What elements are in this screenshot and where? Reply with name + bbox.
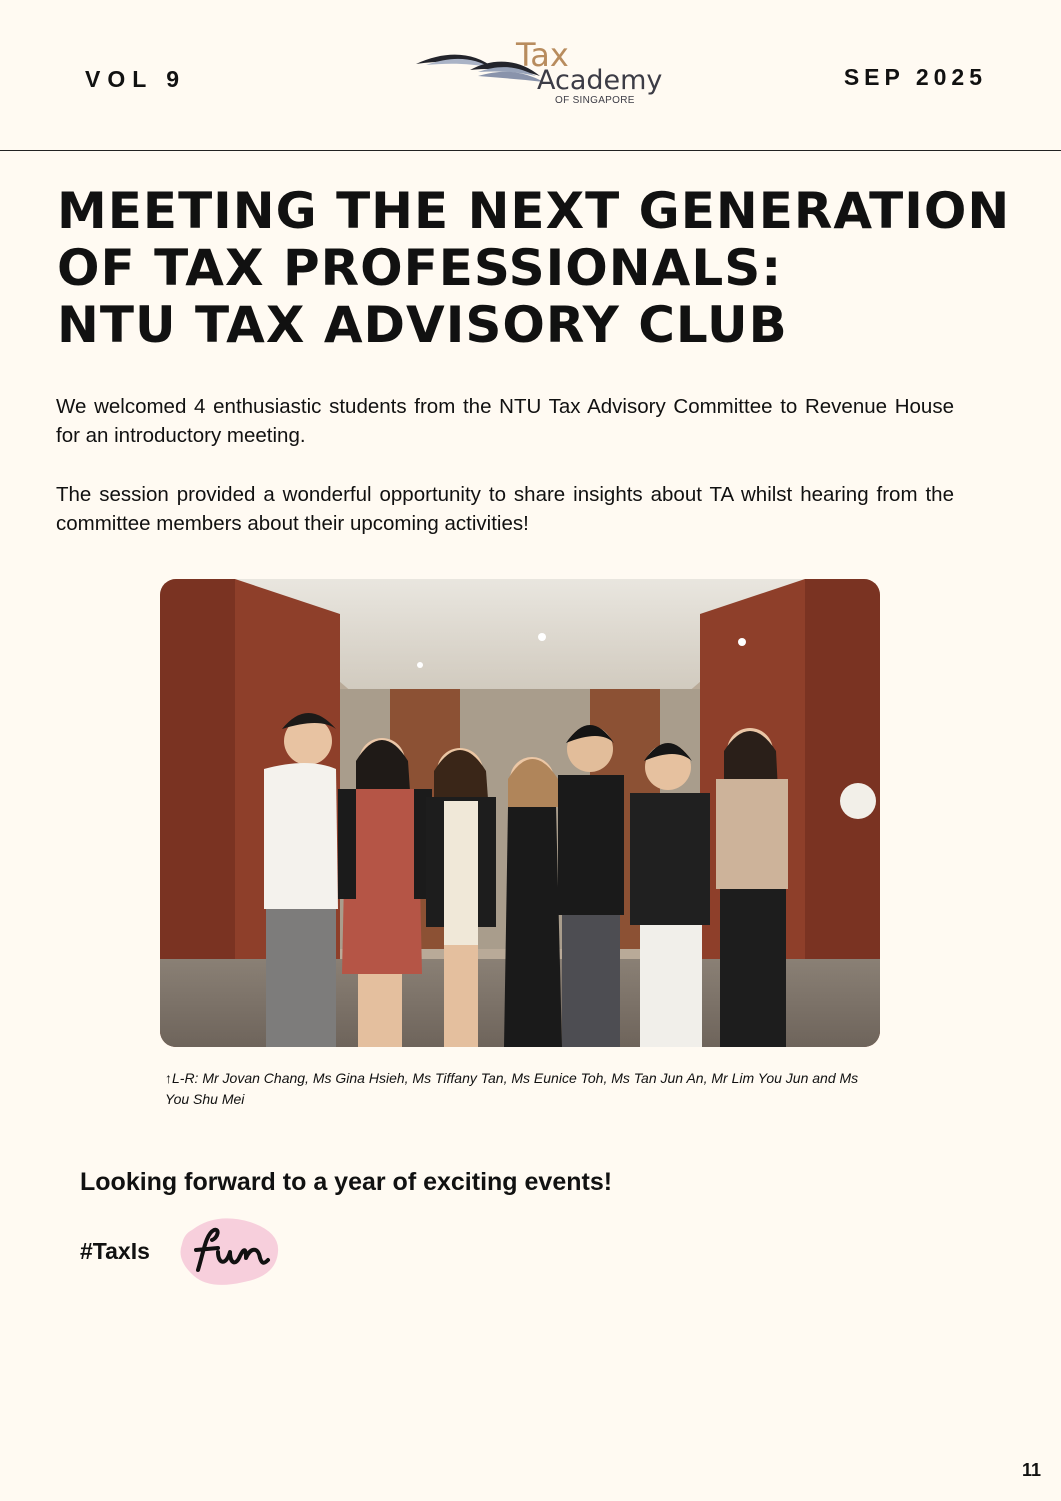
fun-script-icon xyxy=(174,1212,284,1292)
photo-caption: ↑L-R: Mr Jovan Chang, Ms Gina Hsieh, Ms Tiffany Tan, Ms Eunice Toh, Ms Tan Jun An, Mr Lim You Jun and Ms You Shu Mei xyxy=(165,1070,859,1107)
tax-academy-logo xyxy=(412,38,662,113)
title-line: OF TAX PROFESSIONALS: xyxy=(57,239,783,297)
title-line: MEETING THE NEXT GENERATION xyxy=(57,182,1011,240)
title-line: NTU TAX ADVISORY CLUB xyxy=(57,296,788,354)
fun-script-graphic xyxy=(174,1212,284,1292)
page-header xyxy=(0,0,1061,151)
logo-tax-text: Tax xyxy=(516,36,569,74)
page-number: 11 xyxy=(1021,1460,1041,1480)
logo-academy-text: Academy xyxy=(537,65,663,96)
logo-singapore-text: OF SINGAPORE xyxy=(555,95,635,106)
session-paragraph: The session provided a wonderful opportunity to share insights about TA whilst hearing from the committee members about their upcoming activities! xyxy=(56,483,954,535)
volume-label: VOL 9 xyxy=(85,66,187,92)
hashtag-text: #TaxIs xyxy=(80,1238,150,1264)
closing-text: Looking forward to a year of exciting events! xyxy=(80,1168,613,1196)
issue-date: SEP 2025 xyxy=(843,64,987,90)
group-photo-illustration xyxy=(160,579,880,1047)
article-title xyxy=(57,183,1010,354)
group-photo xyxy=(160,579,880,1047)
intro-paragraph: We welcomed 4 enthusiastic students from the NTU Tax Advisory Committee to Revenue House for an introductory meeting. xyxy=(56,395,954,447)
